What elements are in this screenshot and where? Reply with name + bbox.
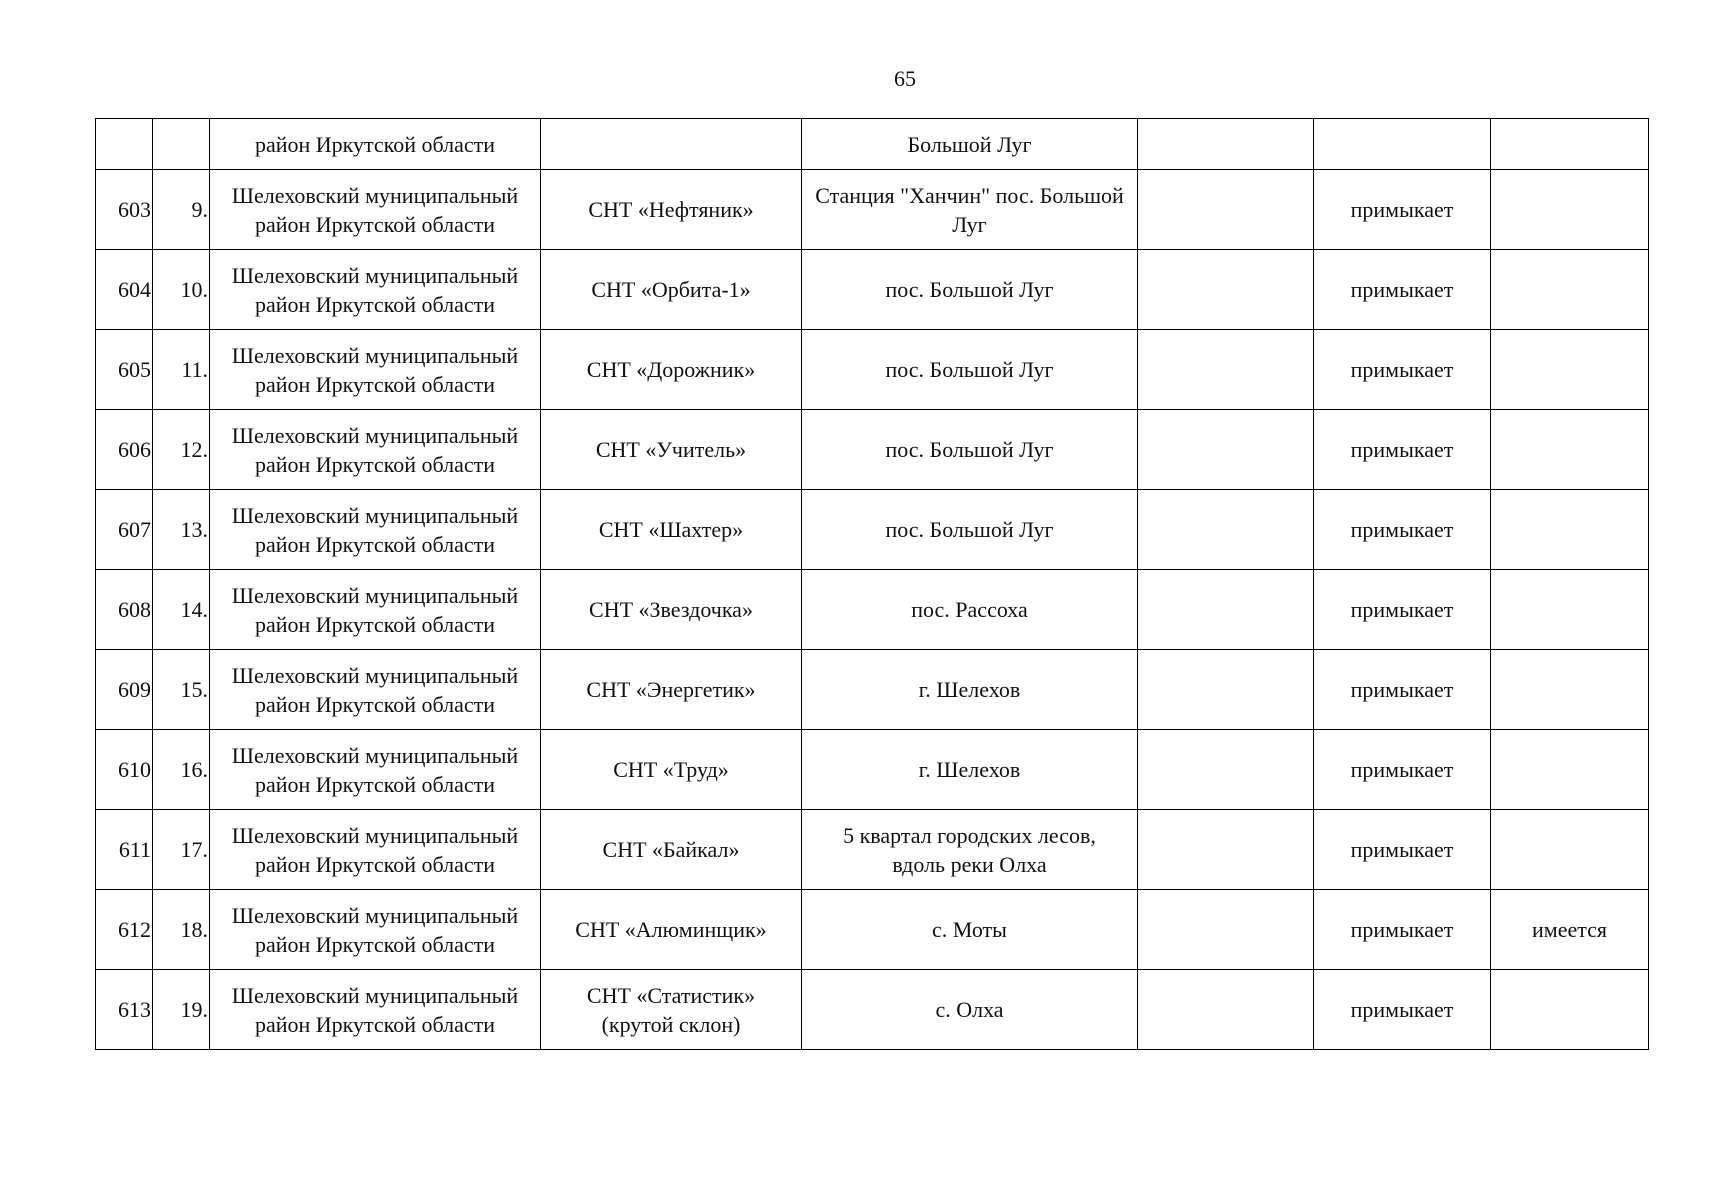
organization-line-1: СНТ «Труд»	[613, 757, 729, 782]
cell-relation: примыкает	[1314, 170, 1491, 250]
cell-district	[210, 890, 541, 970]
cell-organization	[541, 330, 802, 410]
cell-organization	[541, 119, 802, 170]
cell-extra	[1491, 410, 1649, 490]
cell-relation: примыкает	[1314, 890, 1491, 970]
cell-item-index: 18.	[153, 890, 210, 970]
cell-row-number: 609	[96, 650, 153, 730]
cell-extra	[1491, 170, 1649, 250]
location-line-1: пос. Большой Луг	[885, 437, 1054, 462]
cell-location	[802, 570, 1138, 650]
cell-organization	[541, 890, 802, 970]
cell-column-6	[1138, 119, 1314, 170]
cell-row-number: 613	[96, 970, 153, 1050]
table-row	[96, 330, 1649, 410]
cell-column-6	[1138, 170, 1314, 250]
district-line-2: район Иркутской области	[254, 371, 496, 397]
table-row	[96, 490, 1649, 570]
cell-location	[802, 970, 1138, 1050]
cell-district	[210, 970, 541, 1050]
cell-extra	[1491, 490, 1649, 570]
cell-item-index: 10.	[153, 250, 210, 330]
cell-column-6	[1138, 810, 1314, 890]
district-line-1: Шелеховский муниципальный	[231, 982, 519, 1008]
district-line-2: район Иркутской области	[254, 611, 496, 637]
district-line-1: Шелеховский муниципальный	[231, 582, 519, 608]
organization-line-1: СНТ «Байкал»	[602, 837, 740, 862]
cell-relation: примыкает	[1314, 570, 1491, 650]
cell-row-number: 611	[96, 810, 153, 890]
organization-line-1: СНТ «Статистик»	[586, 982, 756, 1008]
cell-district	[210, 570, 541, 650]
cell-district	[210, 490, 541, 570]
district-line-2: район Иркутской области	[254, 291, 496, 317]
cell-relation: примыкает	[1314, 330, 1491, 410]
cell-column-6	[1138, 890, 1314, 970]
cell-column-6	[1138, 330, 1314, 410]
cell-column-6	[1138, 970, 1314, 1050]
cell-district	[210, 170, 541, 250]
organization-line-1: СНТ «Шахтер»	[598, 517, 744, 542]
organization-line-1: СНТ «Звездочка»	[589, 597, 753, 622]
table-row	[96, 890, 1649, 970]
district-line-1: Шелеховский муниципальный	[231, 502, 519, 528]
location-line-2: вдоль реки Олха	[892, 851, 1047, 877]
location-line-1: с. Моты	[932, 917, 1007, 942]
cell-relation	[1314, 119, 1491, 170]
cell-item-index: 17.	[153, 810, 210, 890]
page-number: 65	[894, 66, 916, 91]
organization-line-2: (крутой склон)	[601, 1011, 741, 1037]
location-line-2: Луг	[952, 211, 987, 237]
cell-district	[210, 410, 541, 490]
cell-district	[210, 250, 541, 330]
cell-organization	[541, 570, 802, 650]
cell-extra	[1491, 730, 1649, 810]
cell-item-index: 12.	[153, 410, 210, 490]
district-line-1: Шелеховский муниципальный	[231, 182, 519, 208]
cell-relation: примыкает	[1314, 730, 1491, 810]
table-row	[96, 250, 1649, 330]
table-row	[96, 970, 1649, 1050]
organization-line-1: СНТ «Учитель»	[595, 437, 747, 462]
location-line-1: Станция "Ханчин" пос. Большой	[815, 182, 1124, 208]
district-line-2: район Иркутской области	[254, 1011, 496, 1037]
organization-line-1: СНТ «Дорожник»	[586, 357, 756, 382]
cell-location: Большой Луг	[802, 119, 1138, 170]
cell-row-number: 607	[96, 490, 153, 570]
cell-extra	[1491, 250, 1649, 330]
cell-location	[802, 170, 1138, 250]
cell-column-6	[1138, 650, 1314, 730]
cell-row-number: 604	[96, 250, 153, 330]
cell-extra	[1491, 119, 1649, 170]
cell-item-index: 13.	[153, 490, 210, 570]
district-line-1: Шелеховский муниципальный	[231, 902, 519, 928]
cell-location	[802, 810, 1138, 890]
cell-relation: примыкает	[1314, 650, 1491, 730]
location-line-1: г. Шелехов	[918, 757, 1021, 782]
cell-column-6	[1138, 250, 1314, 330]
organization-line-1: СНТ «Энергетик»	[586, 677, 756, 702]
cell-relation: примыкает	[1314, 810, 1491, 890]
district-line-1: Шелеховский муниципальный	[231, 342, 519, 368]
location-line-1: с. Олха	[935, 997, 1004, 1022]
district-line-1: Шелеховский муниципальный	[231, 422, 519, 448]
cell-item-index: 19.	[153, 970, 210, 1050]
district-line-2: район Иркутской области	[254, 851, 496, 877]
table-row	[96, 730, 1649, 810]
location-line-1: пос. Большой Луг	[885, 277, 1054, 302]
cell-location	[802, 650, 1138, 730]
cell-district	[210, 730, 541, 810]
cell-extra: имеется	[1491, 890, 1649, 970]
district-line-1: Шелеховский муниципальный	[231, 742, 519, 768]
cell-row-number: 605	[96, 330, 153, 410]
cell-location	[802, 490, 1138, 570]
cell-row-number	[96, 119, 153, 170]
cell-relation: примыкает	[1314, 410, 1491, 490]
cell-column-6	[1138, 570, 1314, 650]
organization-line-1: СНТ «Алюминщик»	[575, 917, 767, 942]
district-line-2: район Иркутской области	[254, 931, 496, 957]
cell-extra	[1491, 570, 1649, 650]
cell-organization	[541, 490, 802, 570]
table-body	[96, 119, 1649, 1050]
organization-line-1: СНТ «Нефтяник»	[588, 197, 754, 222]
district-line-1: Шелеховский муниципальный	[231, 262, 519, 288]
district-line-2: район Иркутской области	[254, 211, 496, 237]
cell-relation: примыкает	[1314, 250, 1491, 330]
cell-district: район Иркутской области	[210, 119, 541, 170]
cell-organization	[541, 410, 802, 490]
cell-organization	[541, 250, 802, 330]
district-line-2: район Иркутской области	[254, 691, 496, 717]
cell-location	[802, 410, 1138, 490]
district-line-1: Шелеховский муниципальный	[231, 662, 519, 688]
cell-organization	[541, 650, 802, 730]
cell-item-index: 9.	[153, 170, 210, 250]
location-line-1: пос. Рассоха	[911, 597, 1028, 622]
cell-row-number: 612	[96, 890, 153, 970]
location-line-1: г. Шелехов	[918, 677, 1021, 702]
cell-organization	[541, 170, 802, 250]
cell-organization	[541, 810, 802, 890]
cell-item-index: 14.	[153, 570, 210, 650]
cell-row-number: 608	[96, 570, 153, 650]
cell-organization	[541, 970, 802, 1050]
table-row	[96, 570, 1649, 650]
cell-extra	[1491, 970, 1649, 1050]
document-table	[95, 118, 1649, 1050]
table-row	[96, 410, 1649, 490]
district-line-2: район Иркутской области	[254, 771, 496, 797]
cell-organization	[541, 730, 802, 810]
table-row	[96, 650, 1649, 730]
location-line-1: 5 квартал городских лесов,	[843, 822, 1096, 848]
location-line-1: пос. Большой Луг	[885, 357, 1054, 382]
cell-column-6	[1138, 730, 1314, 810]
cell-column-6	[1138, 410, 1314, 490]
district-line-2: район Иркутской области	[254, 531, 496, 557]
organization-line-1: СНТ «Орбита-1»	[591, 277, 751, 302]
cell-item-index: 11.	[153, 330, 210, 410]
cell-item-index	[153, 119, 210, 170]
table-row	[96, 170, 1649, 250]
cell-relation: примыкает	[1314, 970, 1491, 1050]
table-row-continuation	[96, 119, 1649, 170]
cell-relation: примыкает	[1314, 490, 1491, 570]
cell-location	[802, 330, 1138, 410]
cell-extra	[1491, 810, 1649, 890]
district-line-1: Шелеховский муниципальный	[231, 822, 519, 848]
cell-district	[210, 810, 541, 890]
cell-district	[210, 330, 541, 410]
location-line-1: пос. Большой Луг	[885, 517, 1054, 542]
district-line-2: район Иркутской области	[254, 451, 496, 477]
cell-row-number: 603	[96, 170, 153, 250]
cell-extra	[1491, 330, 1649, 410]
table-row	[96, 810, 1649, 890]
cell-row-number: 606	[96, 410, 153, 490]
cell-location	[802, 250, 1138, 330]
cell-column-6	[1138, 490, 1314, 570]
cell-district	[210, 650, 541, 730]
cell-item-index: 16.	[153, 730, 210, 810]
cell-item-index: 15.	[153, 650, 210, 730]
cell-row-number: 610	[96, 730, 153, 810]
cell-location	[802, 730, 1138, 810]
cell-location	[802, 890, 1138, 970]
cell-extra	[1491, 650, 1649, 730]
